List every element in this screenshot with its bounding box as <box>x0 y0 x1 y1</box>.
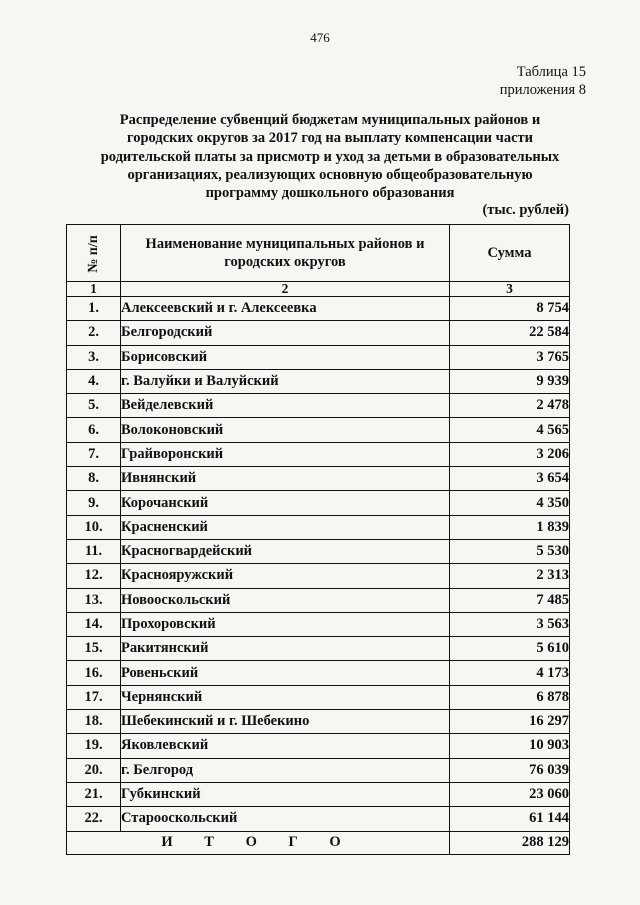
row-name: Новооскольский <box>121 588 450 612</box>
table-row <box>67 588 570 612</box>
row-name: Яковлевский <box>121 734 450 758</box>
table-body <box>67 297 570 832</box>
row-number: 19. <box>67 734 121 758</box>
row-sum: 3 654 <box>450 467 570 491</box>
row-number: 5. <box>67 394 121 418</box>
row-sum: 16 297 <box>450 710 570 734</box>
row-sum: 9 939 <box>450 369 570 393</box>
document-title <box>65 111 595 202</box>
row-sum: 8 754 <box>450 297 570 321</box>
row-name: Белгородский <box>121 321 450 345</box>
row-number: 12. <box>67 564 121 588</box>
table-row <box>67 539 570 563</box>
page-number: 476 <box>310 30 330 45</box>
total-label: И Т О Г О <box>67 831 450 854</box>
row-number: 21. <box>67 782 121 806</box>
row-name: г. Белгород <box>121 758 450 782</box>
title-line: программу дошкольного образования <box>205 185 455 202</box>
table-row <box>67 442 570 466</box>
table-row <box>67 661 570 685</box>
row-sum: 4 173 <box>450 661 570 685</box>
row-name: Красненский <box>121 515 450 539</box>
header-number-label: № п/п <box>85 234 101 273</box>
row-number: 4. <box>67 369 121 393</box>
row-sum: 5 610 <box>450 637 570 661</box>
row-sum: 3 206 <box>450 442 570 466</box>
row-sum: 4 565 <box>450 418 570 442</box>
row-name: Волоконовский <box>121 418 450 442</box>
title-line: городских округов за 2017 год на выплату компенсации части <box>127 130 533 147</box>
row-name: Краснояружский <box>121 564 450 588</box>
table-row <box>67 758 570 782</box>
row-name: Шебекинский и г. Шебекино <box>121 710 450 734</box>
row-sum: 6 878 <box>450 685 570 709</box>
row-number: 7. <box>67 442 121 466</box>
row-number: 18. <box>67 710 121 734</box>
row-sum: 61 144 <box>450 807 570 831</box>
row-name: Грайворонский <box>121 442 450 466</box>
table-row <box>67 515 570 539</box>
table-header-row <box>67 225 570 282</box>
row-name: г. Валуйки и Валуйский <box>121 369 450 393</box>
row-number: 17. <box>67 685 121 709</box>
row-name: Ракитянский <box>121 637 450 661</box>
table-row <box>67 710 570 734</box>
row-sum: 3 563 <box>450 612 570 636</box>
row-number: 1. <box>67 297 121 321</box>
row-sum: 5 530 <box>450 539 570 563</box>
row-sum: 23 060 <box>450 782 570 806</box>
row-number: 13. <box>67 588 121 612</box>
row-sum: 2 313 <box>450 564 570 588</box>
column-index: 2 <box>121 282 450 297</box>
table-reference-line-1: Таблица 15 <box>516 64 586 80</box>
row-name: Прохоровский <box>121 612 450 636</box>
row-sum: 3 765 <box>450 345 570 369</box>
total-row <box>67 831 570 854</box>
row-name: Ивнянский <box>121 467 450 491</box>
column-index: 1 <box>67 282 121 297</box>
table-row <box>67 564 570 588</box>
row-name: Чернянский <box>121 685 450 709</box>
row-number: 10. <box>67 515 121 539</box>
table-row <box>67 369 570 393</box>
row-number: 14. <box>67 612 121 636</box>
title-line: организациях, реализующих основную общеобразовательную <box>127 166 533 183</box>
table-row <box>67 321 570 345</box>
row-number: 8. <box>67 467 121 491</box>
table-row <box>67 685 570 709</box>
table-row <box>67 394 570 418</box>
row-number: 22. <box>67 807 121 831</box>
row-name: Красногвардейский <box>121 539 450 563</box>
table-row <box>67 612 570 636</box>
subvention-table <box>66 224 570 855</box>
title-line: Распределение субвенций бюджетам муниципальных районов и <box>119 112 541 128</box>
table-reference-line-2: приложения 8 <box>499 82 586 98</box>
table-row <box>67 345 570 369</box>
row-sum: 10 903 <box>450 734 570 758</box>
table-row <box>67 734 570 758</box>
table-row <box>67 418 570 442</box>
row-number: 16. <box>67 661 121 685</box>
row-name: Алексеевский и г. Алексеевка <box>121 297 450 321</box>
row-number: 3. <box>67 345 121 369</box>
table-row <box>67 782 570 806</box>
row-name: Губкинский <box>121 782 450 806</box>
row-number: 6. <box>67 418 121 442</box>
table-row <box>67 297 570 321</box>
row-name: Корочанский <box>121 491 450 515</box>
row-number: 11. <box>67 539 121 563</box>
row-sum: 4 350 <box>450 491 570 515</box>
row-name: Борисовский <box>121 345 450 369</box>
row-number: 15. <box>67 637 121 661</box>
row-name: Вейделевский <box>121 394 450 418</box>
column-index-row <box>67 282 570 297</box>
row-name: Ровеньский <box>121 661 450 685</box>
header-name: Наименование муниципальных районов и городских округов <box>121 225 450 282</box>
header-sum: Сумма <box>450 225 570 282</box>
row-sum: 1 839 <box>450 515 570 539</box>
table-row <box>67 637 570 661</box>
row-sum: 76 039 <box>450 758 570 782</box>
column-index: 3 <box>450 282 570 297</box>
table-row <box>67 467 570 491</box>
title-line: родительской платы за присмотр и уход за детьми в образовательных <box>100 148 560 165</box>
row-name: Старооскольский <box>121 807 450 831</box>
table-row <box>67 807 570 831</box>
row-number: 20. <box>67 758 121 782</box>
table-reference <box>500 63 586 99</box>
table-row <box>67 491 570 515</box>
row-sum: 2 478 <box>450 394 570 418</box>
row-number: 2. <box>67 321 121 345</box>
row-sum: 7 485 <box>450 588 570 612</box>
header-number <box>67 225 121 282</box>
units-label: (тыс. рублей) <box>482 202 569 218</box>
row-sum: 22 584 <box>450 321 570 345</box>
total-sum: 288 129 <box>450 831 570 854</box>
row-number: 9. <box>67 491 121 515</box>
